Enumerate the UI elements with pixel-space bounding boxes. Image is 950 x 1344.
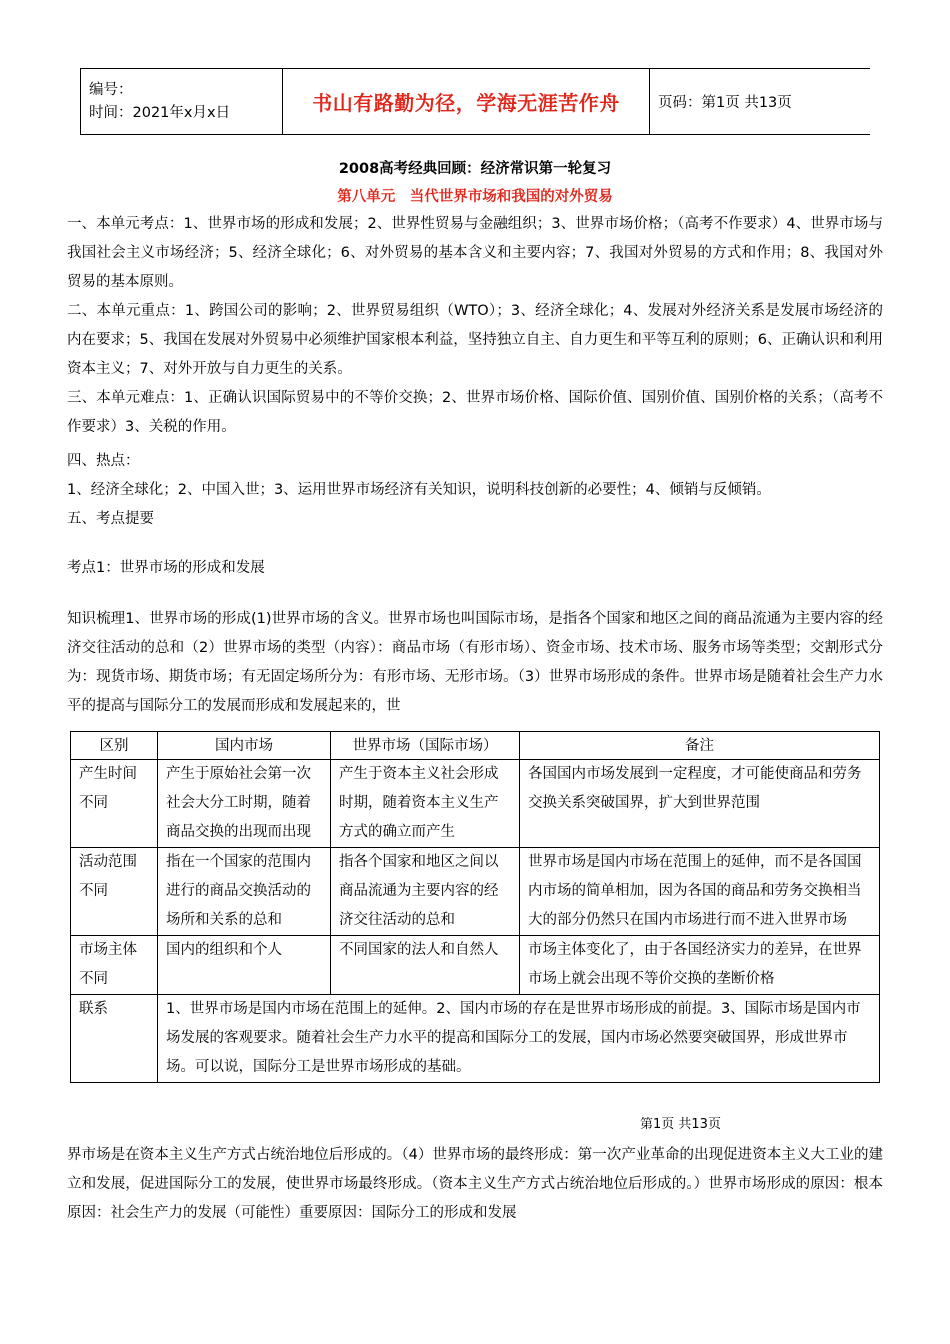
table-cell: 不同国家的法人和自然人 (331, 936, 520, 995)
table-cell-link: 1、世界市场是国内市场在范围上的延伸。2、国内市场的存在是世界市场形成的前提。3、国际市场是国内市场发展的客观要求。随着社会生产力水平的提高和国际分工的发展，国内市场必然要突破国界，形成世界市场。可以说，国际分工是世界市场形成的基础。 (158, 995, 880, 1083)
table-row-link (71, 995, 880, 1083)
table-cell: 产生于原始社会第一次社会大分工时期，随着商品交换的出现而出现 (158, 760, 331, 848)
table-cell: 市场主体不同 (71, 936, 158, 995)
table-header-row (71, 732, 880, 760)
table-header: 世界市场（国际市场） (331, 732, 520, 760)
table-cell: 联系 (71, 995, 158, 1083)
table-row (71, 760, 880, 848)
section-key-points: 一、本单元考点：1、世界市场的形成和发展；2、世界性贸易与金融组织；3、世界市场价格；（高考不作要求）4、世界市场与我国社会主义市场经济；5、经济全球化；6、对外贸易的基本含义和主要内容；7、我国对外贸易的方式和作用；8、我国对外贸易的基本原则。 (67, 216, 883, 290)
table-header: 国内市场 (158, 732, 331, 760)
table-cell: 国内的组织和个人 (158, 936, 331, 995)
date-label: 时间：2021年x月x日 (89, 104, 231, 121)
table-cell: 产生时间不同 (71, 760, 158, 848)
after-table-paragraph: 界市场是在资本主义生产方式占统治地位后形成的。（4）世界市场的最终形成：第一次产业革命的出现促进资本主义大工业的建立和发展，促进国际分工的发展，使世界市场最终形成。（资本主义生产方式占统治地位后形成的。）世界市场形成的原因：根本原因：社会生产力的发展（可能性）重要原因：国际分工的形成和发展 (67, 1147, 883, 1221)
table-cell: 市场主体变化了，由于各国经济实力的差异，在世界市场上就会出现不等价交换的垄断价格 (520, 936, 880, 995)
knowledge-paragraph: 知识梳理1、世界市场的形成(1)世界市场的含义。世界市场也叫国际市场，是指各个国家和地区之间的商品流通为主要内容的经济交往活动的总和（2）世界市场的类型（内容）：商品市场（有形市场）、资金市场、技术市场、服务市场等类型；交割形式分为：现货市场、期货市场；有无固定场所分为：有形市场、无形市场。（3）世界市场形成的条件。世界市场是随着社会生产力水平的提高与国际分工的发展而形成和发展起来的，世 (67, 611, 883, 714)
unit-title: 第八单元 当代世界市场和我国的对外贸易 (337, 189, 613, 205)
header-meta (81, 69, 283, 135)
section-difficulties: 三、本单元难点：1、正确认识国际贸易中的不等价交换；2、世界市场价格、国际价值、国别价值、国别价格的关系；（高考不作要求）3、关税的作用。 (67, 390, 883, 435)
page-footer: 第1页 共13页 (640, 1117, 721, 1132)
table-header: 区别 (71, 732, 158, 760)
kaodian-1: 考点1：世界市场的形成和发展 (67, 560, 265, 576)
section-hotspots-body: 1、经济全球化；2、中国入世；3、运用世界市场经济有关知识，说明科技创新的必要性；4、倾销与反倾销。 (67, 482, 771, 498)
doc-title: 2008高考经典回顾：经济常识第一轮复习 (338, 161, 612, 177)
section-hotspots-title: 四、热点： (67, 453, 140, 469)
section-focus-points: 二、本单元重点：1、跨国公司的影响；2、世界贸易组织（WTO）；3、经济全球化；4、发展对外经济关系是发展市场经济的内在要求；5、我国在发展对外贸易中必须维护国家根本利益，坚持独立自主、自力更生和平等互利的原则；6、正确认识和利用资本主义；7、对外开放与自力更生的关系。 (67, 303, 883, 377)
table-cell: 产生于资本主义社会形成时期，随着资本主义生产方式的确立而产生 (331, 760, 520, 848)
header-table (80, 68, 870, 135)
table-cell: 活动范围不同 (71, 848, 158, 936)
table-cell: 世界市场是国内市场在范围上的延伸，而不是各国国内市场的简单相加，因为各国的商品和劳务交换相当大的部分仍然只在国内市场进行而不进入世界市场 (520, 848, 880, 936)
table-cell: 指在一个国家的范围内进行的商品交换活动的场所和关系的总和 (158, 848, 331, 936)
motto: 书山有路勤为径，学海无涯苦作舟 (283, 69, 650, 135)
comparison-table (70, 731, 880, 1083)
number-label: 编号： (89, 81, 133, 98)
table-row (71, 848, 880, 936)
table-row (71, 936, 880, 995)
section-summary-title: 五、考点提要 (67, 511, 154, 527)
table-cell: 指各个国家和地区之间以商品流通为主要内容的经济交往活动的总和 (331, 848, 520, 936)
table-header: 备注 (520, 732, 880, 760)
table-cell: 各国国内市场发展到一定程度，才可能使商品和劳务交换关系突破国界，扩大到世界范围 (520, 760, 880, 848)
page-label: 页码：第1页 共13页 (650, 69, 871, 135)
